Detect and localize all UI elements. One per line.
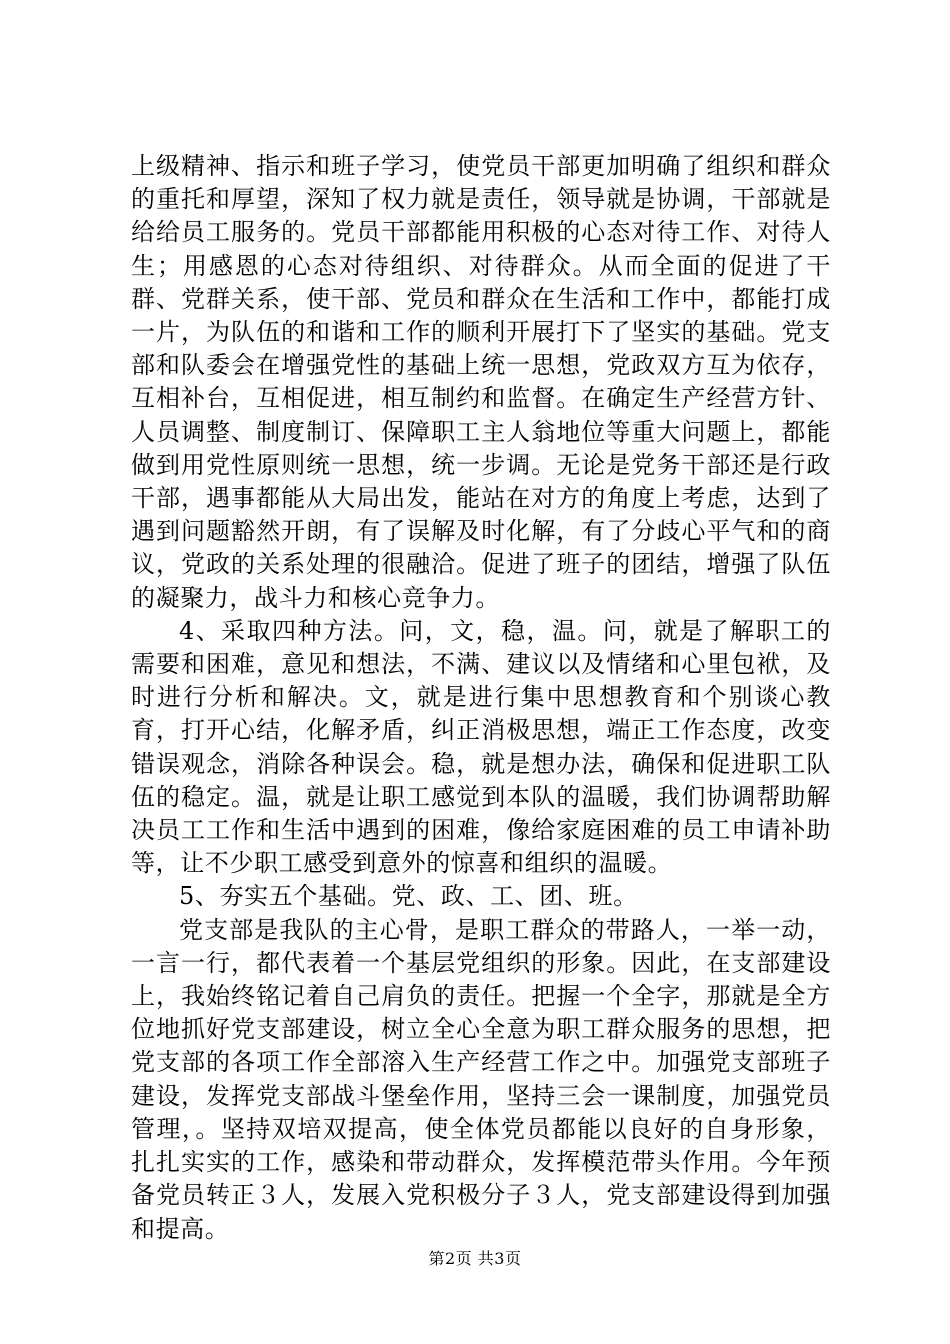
paragraph: 上级精神、指示和班子学习，使党员干部更加明确了组织和群众的重托和厚望，深知了权力就是责任，领导就是协调，干部就是给给员工服务的。党员干部都能用积极的心态对待工作、对待人生；用感恩的心态对待组织、对待群众。从而全面的促进了干群、党群关系，使干部、党员和群众在生活和工作中，都能打成一片，为队伍的和谐和工作的顺利开展打下了坚实的基础。党支部和队委会在增强党性的基础上统一思想，党政双方互为依存，互相补台，互相促进，相互制约和监督。在确定生产经营方针、人员调整、制度制订、保障职工主人翁地位等重大问题上，都能做到用党性原则统一思想，统一步调。无论是党务干部还是行政干部，遇事都能从大局出发，能站在对方的角度上考虑，达到了遇到问题豁然开朗，有了误解及时化解，有了分歧心平气和的商议，党政的关系处理的很融洽。促进了班子的团结，增强了队伍的凝聚力，战斗力和核心竞争力。 <box>131 152 831 612</box>
body-text <box>131 150 831 1246</box>
paragraph: 4、采取四种方法。问，文，稳，温。问，就是了解职工的需要和困难，意见和想法，不满、建议以及情绪和心里包袱，及时进行分析和解决。文，就是进行集中思想教育和个别谈心教育，打开心结，化解矛盾，纠正消极思想，端正工作态度，改变错误观念，消除各种误会。稳，就是想办法，确保和促进职工队伍的稳定。温，就是让职工感觉到本队的温暖，我们协调帮助解决员工工作和生活中遇到的困难，像给家庭困难的员工申请补助等，让不少职工感受到意外的惊喜和组织的温暖。 <box>131 616 831 878</box>
paragraph: 党支部是我队的主心骨，是职工群众的带路人，一举一动，一言一行，都代表着一个基层党组织的形象。因此，在支部建设上，我始终铭记着自己肩负的责任。把握一个全字，那就是全方位地抓好党支部建设，树立全心全意为职工群众服务的思想，把党支部的各项工作全部溶入生产经营工作之中。加强党支部班子建设，发挥党支部战斗堡垒作用，坚持三会一课制度，加强党员管理，。坚持双培双提高，使全体党员都能以良好的自身形象，扎扎实实的工作，感染和带动群众，发挥模范带头作用。今年预备党员转正３人，发展入党积极分子３人，党支部建设得到加强和提高。 <box>131 915 831 1243</box>
page-number-footer: 第2页 共3页 <box>428 1249 522 1268</box>
paragraph: 5、夯实五个基础。党、政、工、团、班。 <box>179 882 638 911</box>
